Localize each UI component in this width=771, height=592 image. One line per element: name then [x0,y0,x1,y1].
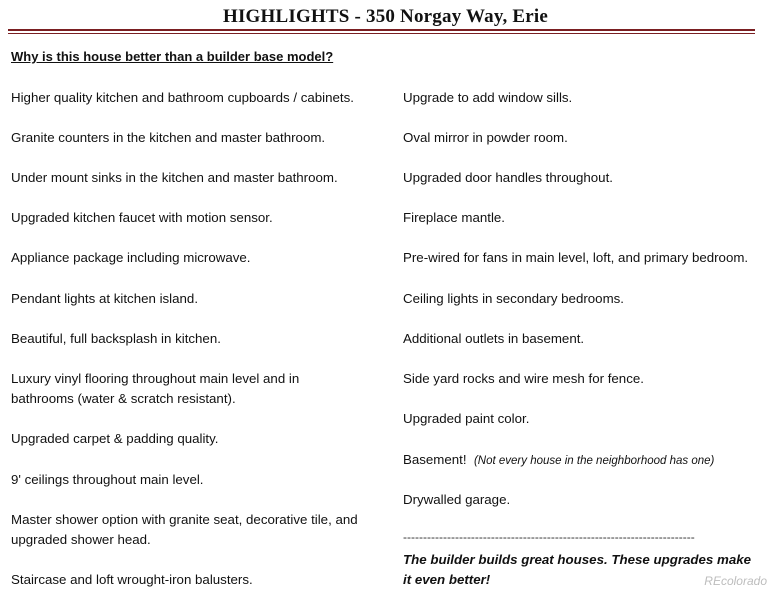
list-item: Staircase and loft wrought-iron balusters. [11,572,253,587]
list-item: Additional outlets in basement. [403,331,585,346]
list-item: Appliance package including microwave. [11,250,251,265]
list-item: Master shower option with granite seat, decorative tile, and upgraded shower head. [11,512,358,547]
list-item: Under mount sinks in the kitchen and master bathroom. [11,170,338,185]
list-item: Upgraded paint color. [403,411,530,426]
closing-statement: The builder builds great houses. These upgrades make it even better! [403,552,752,587]
list-item: Pendant lights at kitchen island. [11,291,199,306]
list-item: Drywalled garage. [403,492,511,507]
list-item: Oval mirror in powder room. [403,130,568,145]
basement-note: (Not every house in the neighborhood has one) [473,455,715,467]
list-item: Ceiling lights in secondary bedrooms. [403,291,624,306]
list-item: Higher quality kitchen and bathroom cupboards / cabinets. [11,90,354,105]
title-divider-thin [8,33,755,34]
list-item: Fireplace mantle. [403,210,505,225]
list-item: Side yard rocks and wire mesh for fence. [403,371,644,386]
list-item: Upgraded carpet & padding quality. [11,431,219,446]
separator-line: ------------------------------------------------------------------------- [403,530,695,544]
page-title: HIGHLIGHTS - 350 Norgay Way, Erie [222,6,549,27]
list-item: Upgraded door handles throughout. [403,170,613,185]
list-item: Upgraded kitchen faucet with motion sensor. [11,210,273,225]
list-item-basement [403,450,763,471]
list-item: Upgrade to add window sills. [403,90,573,105]
subheading: Why is this house better than a builder base model? [11,49,334,64]
list-item: Luxury vinyl flooring throughout main level and in bathrooms (water & scratch resistant). [11,371,300,406]
list-item: Granite counters in the kitchen and master bathroom. [11,130,326,145]
title-divider-thick [8,29,755,31]
list-item: Beautiful, full backsplash in kitchen. [11,331,221,346]
basement-label: Basement! [403,452,467,467]
watermark: REcolorado [704,574,767,588]
list-item: 9' ceilings throughout main level. [11,472,204,487]
list-item: Pre-wired for fans in main level, loft, and primary bedroom. [403,250,749,265]
